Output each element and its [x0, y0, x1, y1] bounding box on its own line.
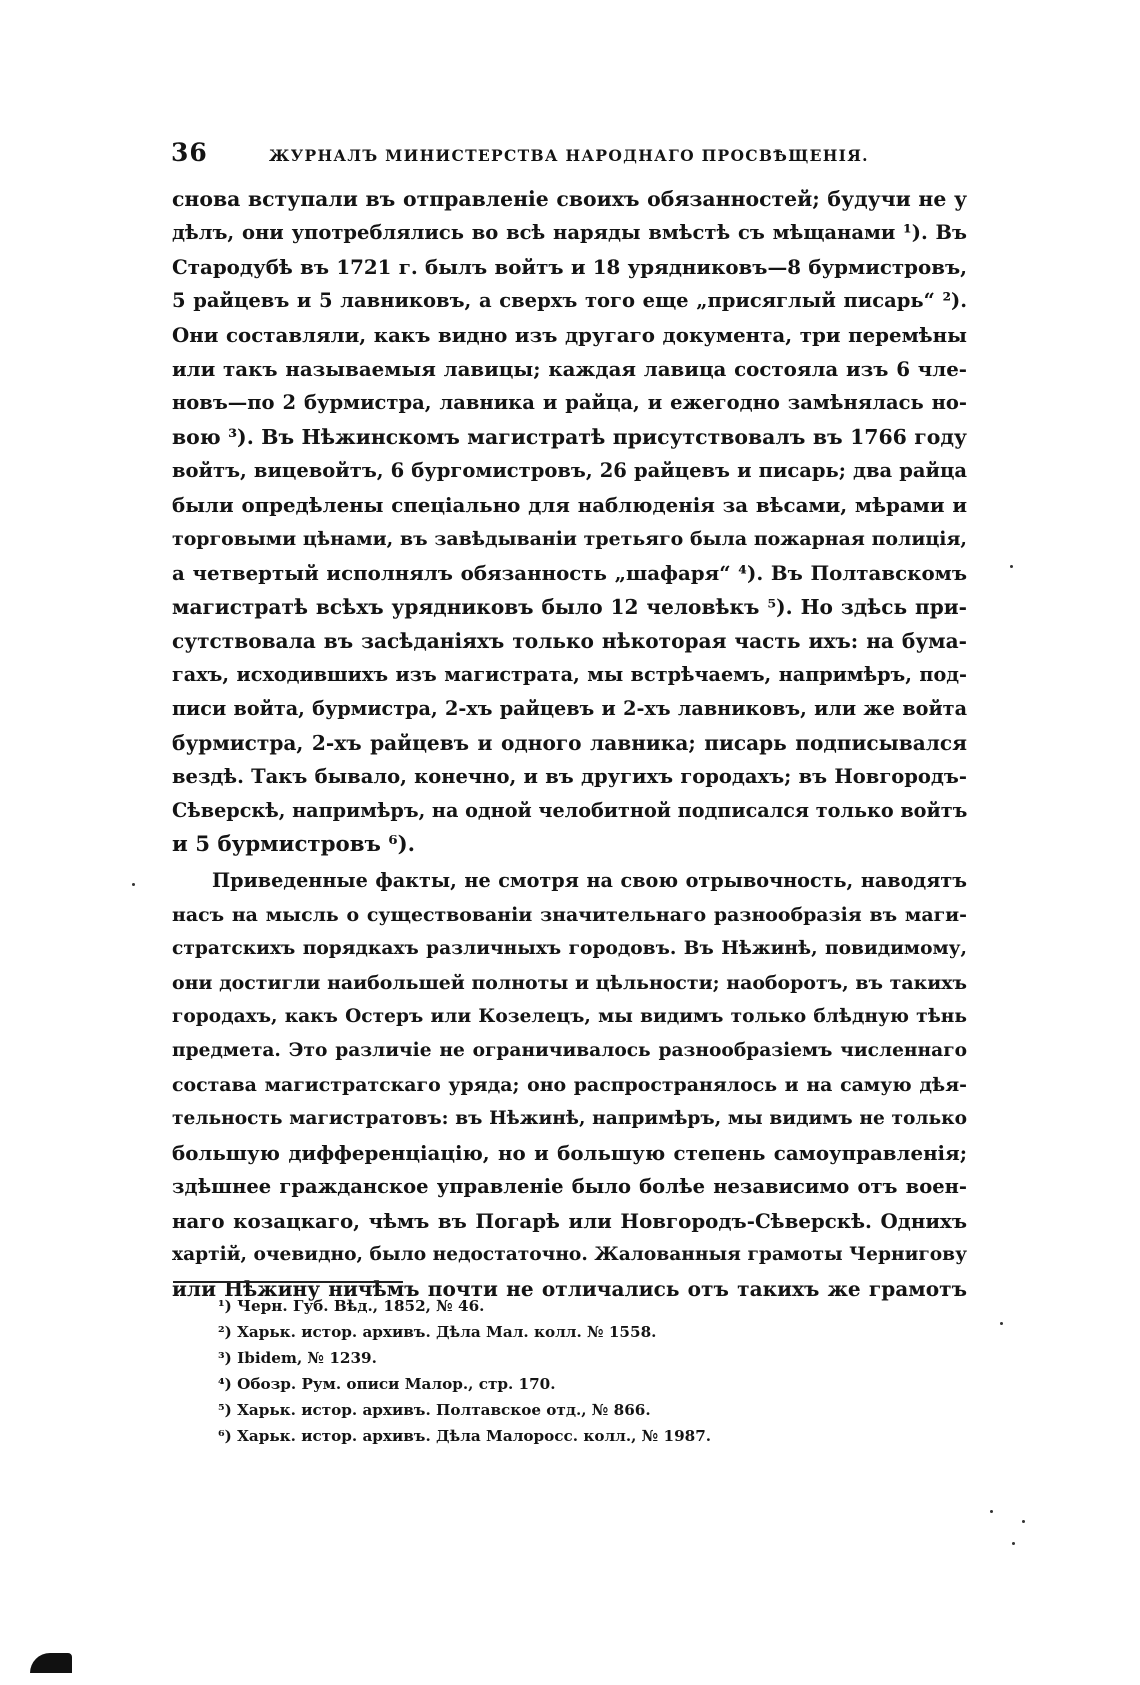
text-line: Сѣверскѣ, напримѣръ, на одной челобитной подписался только войтъ	[172, 799, 967, 822]
text-line: магистратѣ всѣхъ урядниковъ было 12 человѣкъ ⁵). Но здѣсь при-	[172, 595, 967, 619]
text-line: хартій, очевидно, было недостаточно. Жалованныя грамоты Чернигову	[172, 1244, 967, 1265]
text-line: предмета. Это различіе не ограничивалось разнообразіемъ численнаго	[172, 1040, 967, 1061]
footnote: ⁵) Харьк. истор. архивъ. Полтавское отд., № 866.	[218, 1401, 651, 1419]
text-line: вездѣ. Такъ бывало, конечно, и въ другихъ городахъ; въ Новгородъ-	[172, 765, 967, 788]
text-line: дѣлъ, они употреблялись во всѣ наряды вмѣстѣ съ мѣщанами ¹). Въ	[172, 221, 967, 244]
text-line: Они составляли, какъ видно изъ другаго документа, три перемѣны	[172, 323, 967, 347]
text-line: были опредѣлены спеціально для наблюденія за вѣсами, мѣрами и	[172, 493, 967, 517]
text-line: стратскихъ порядкахъ различныхъ городовъ. Въ Нѣжинѣ, повидимому,	[172, 938, 967, 959]
text-line: 5 райцевъ и 5 лавниковъ, а сверхъ того еще „присяглый писарь“ ²).	[172, 289, 967, 312]
footnote: ⁴) Обозр. Рум. описи Малор., стр. 170.	[218, 1375, 556, 1393]
text-line: новъ—по 2 бурмистра, лавника и райца, и ежегодно замѣнялась но-	[172, 391, 967, 414]
scan-speck	[1000, 1322, 1003, 1325]
scan-speck	[1010, 565, 1013, 568]
text-line: бурмистра, 2-хъ райцевъ и одного лавника; писарь подписывался	[172, 731, 967, 755]
scan-speck	[1012, 1542, 1015, 1545]
text-line: они достигли наибольшей полноты и цѣльности; наоборотъ, въ такихъ	[172, 972, 967, 994]
text-line: сутствовала въ засѣданіяхъ только нѣкоторая часть ихъ: на бума-	[172, 629, 967, 653]
text-line: вою ³). Въ Нѣжинскомъ магистратѣ присутствовалъ въ 1766 году	[172, 425, 967, 449]
text-line: насъ на мысль о существованіи значительнаго разнообразія въ маги-	[172, 904, 967, 926]
text-line: войтъ, вицевойтъ, 6 бургомистровъ, 26 райцевъ и писарь; два райца	[172, 459, 967, 482]
text-line: и 5 бурмистровъ ⁶).	[172, 832, 416, 857]
scan-speck	[132, 883, 135, 886]
text-line: Стародубѣ въ 1721 г. былъ войтъ и 18 урядниковъ—8 бурмистровъ,	[172, 255, 967, 279]
scan-speck	[1022, 1520, 1025, 1523]
text-line: или такъ называемыя лавицы; каждая лавица состояла изъ 6 чле-	[172, 357, 967, 381]
text-line: или Нѣжину ничѣмъ почти не отличались отъ такихъ же грамотъ	[172, 1277, 967, 1301]
scan-speck	[990, 1510, 993, 1513]
text-line: состава магистратскаго уряда; оно распространялось и на самую дѣя-	[172, 1074, 967, 1096]
text-line: а четвертый исполнялъ обязанность „шафаря“ ⁴). Въ Полтавскомъ	[172, 561, 967, 585]
footnote: ⁶) Харьк. истор. архивъ. Дѣла Малоросс. колл., № 1987.	[218, 1427, 712, 1445]
page-header	[171, 138, 959, 171]
text-line: городахъ, какъ Остеръ или Козелецъ, мы видимъ только блѣдную тѣнь	[172, 1006, 967, 1027]
text-line: снова вступали въ отправленіе своихъ обязанностей; будучи не у	[172, 187, 967, 211]
footnote: ²) Харьк. истор. архивъ. Дѣла Мал. колл. № 1558.	[218, 1323, 657, 1341]
text-line: наго козацкаго, чѣмъ въ Погарѣ или Новгородъ-Сѣверскѣ. Однихъ	[172, 1209, 967, 1233]
text-line: тельность магистратовъ: въ Нѣжинѣ, напримѣръ, мы видимъ не только	[172, 1108, 967, 1129]
text-line: торговыми цѣнами, въ завѣдываніи третьяго была пожарная полиція,	[172, 528, 967, 550]
text-line: Приведенные факты, не смотря на свою отрывочность, наводятъ	[212, 869, 967, 892]
running-title: ЖУРНАЛЪ МИНИСТЕРСТВА НАРОДНАГО ПРОСВѢЩЕНІЯ.	[269, 146, 869, 165]
text-line: писи войта, бурмистра, 2-хъ райцевъ и 2-хъ лавниковъ, или же войта	[172, 697, 967, 720]
page-number: 36	[171, 138, 208, 167]
text-line: гахъ, исходившихъ изъ магистрата, мы встрѣчаемъ, напримѣръ, под-	[172, 663, 967, 686]
footnote: ¹) Черн. Губ. Вѣд., 1852, № 46.	[218, 1297, 485, 1315]
footnote: ³) Ibidem, № 1239.	[218, 1349, 377, 1367]
text-line: большую дифференціацію, но и большую степень самоуправленія;	[172, 1141, 967, 1165]
corner-mark	[30, 1653, 72, 1673]
footnote-separator	[173, 1281, 403, 1283]
text-line: здѣшнее гражданское управленіе было болѣе независимо отъ воен-	[172, 1175, 967, 1198]
